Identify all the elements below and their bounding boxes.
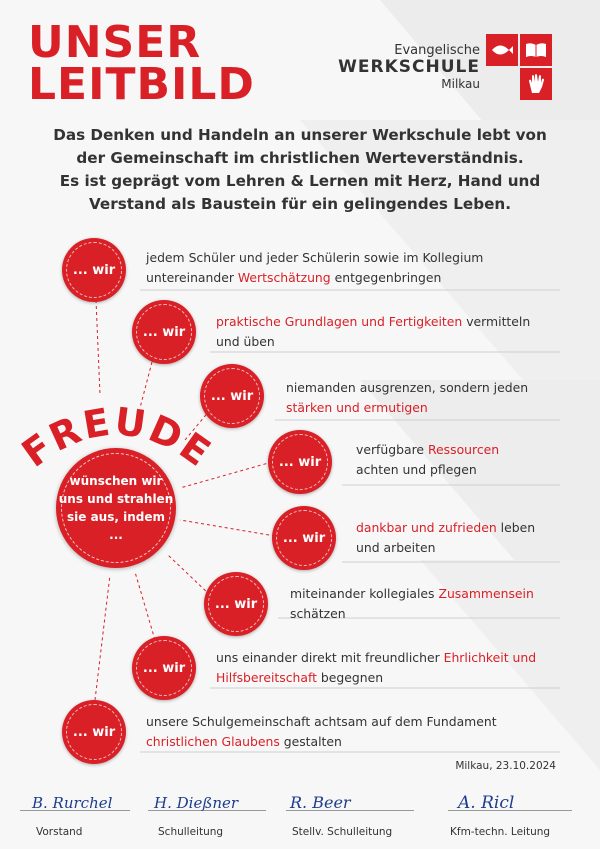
svg-text:H. Dießner: H. Dießner [154, 794, 239, 812]
role-stellv-schulleitung: Stellv. Schulleitung [292, 826, 393, 838]
freude-text: FREUDE [13, 399, 220, 476]
wir-label: ... wir [142, 660, 186, 676]
page-title [28, 17, 255, 110]
item-text-3: niemanden ausgrenzen, sondern jeden stärken und ermutigen [286, 380, 529, 415]
role-kfm-techn-leitung: Kfm-techn. Leitung [450, 826, 551, 838]
hand-icon [520, 68, 552, 100]
item-text-5: dankbar und zufrieden leben und arbeiten [356, 520, 536, 555]
signature-kfm-techn-leitung [456, 788, 566, 814]
wir-label: ... wir [72, 724, 116, 740]
intro-line-1: Das Denken und Handeln an unserer Werkschule lebt von [53, 126, 547, 144]
logo-icon-grid [486, 34, 552, 100]
title-line-1: UNSER [28, 17, 202, 68]
wir-circle-8 [62, 700, 126, 764]
svg-text:A. Ricl: A. Ricl [458, 793, 515, 813]
wir-label: ... wir [72, 262, 116, 278]
item-text-2: praktische Grundlagen und Fertigkeiten vermitteln und üben [216, 314, 531, 349]
center-line-4: ... [109, 528, 123, 542]
book-icon [520, 34, 552, 66]
wir-circle-1 [62, 238, 126, 302]
wir-label: ... wir [278, 454, 322, 470]
item-text-1: jedem Schüler und jeder Schülerin sowie im Kollegium untereinander Wertschätzung entgegenbringen [146, 250, 484, 285]
signature-schulleitung [152, 788, 262, 814]
role-vorstand: Vorstand [36, 826, 83, 838]
title-line-2: LEITBILD [28, 58, 255, 110]
role-schulleitung: Schulleitung [158, 826, 224, 838]
logo-spacer [486, 68, 518, 100]
item-text-8: unsere Schulgemeinschaft achtsam auf dem Fundament christlichen Glaubens gestalten [146, 714, 497, 749]
svg-text:B. Rurchel: B. Rurchel [32, 794, 113, 812]
wir-circle-6 [204, 572, 268, 636]
school-logo [338, 34, 552, 100]
wir-circle-7 [132, 636, 196, 700]
wir-circle-2 [132, 300, 196, 364]
logo-text [338, 43, 480, 91]
intro-line-3: Es ist geprägt vom Lehren & Lernen mit Herz, Hand und [59, 172, 541, 190]
center-line-1: wünschen wir [69, 474, 163, 488]
wir-circle-4 [268, 430, 332, 494]
wir-label: ... wir [142, 324, 186, 340]
svg-text:FREUDE [14, 399, 220, 476]
intro-line-4: Verstand als Baustein für ein gelingendes Leben. [89, 195, 511, 213]
item-text-7: uns einander direkt mit freundlicher Ehrlichkeit und Hilfsbereitschaft begegnen [216, 650, 537, 685]
signing-date: Milkau, 23.10.2024 [455, 760, 556, 772]
center-line-2: uns und strahlen [58, 492, 174, 506]
logo-line-1: Evangelische [394, 43, 480, 59]
wir-circle-5 [272, 506, 336, 570]
wir-label: ... wir [282, 530, 326, 546]
intro-line-2: der Gemeinschaft im christlichen Werteverständnis. [76, 149, 524, 167]
fish-icon [486, 34, 518, 66]
logo-line-3: Milkau [441, 76, 480, 91]
wir-label: ... wir [214, 596, 258, 612]
item-text-6: miteinander kollegiales Zusammensein schätzen [290, 586, 534, 621]
svg-text:R. Beer: R. Beer [290, 793, 351, 812]
signature-stellv-schulleitung [288, 788, 398, 814]
intro-paragraph [20, 124, 580, 216]
wir-label: ... wir [210, 388, 254, 404]
item-text-4: verfügbare Ressourcen achten und pflegen [356, 442, 500, 477]
freude-arc-title [0, 380, 240, 490]
signature-vorstand [28, 788, 138, 814]
center-line-3: sie aus, indem [67, 510, 165, 524]
logo-line-2: WERKSCHULE [338, 57, 480, 78]
